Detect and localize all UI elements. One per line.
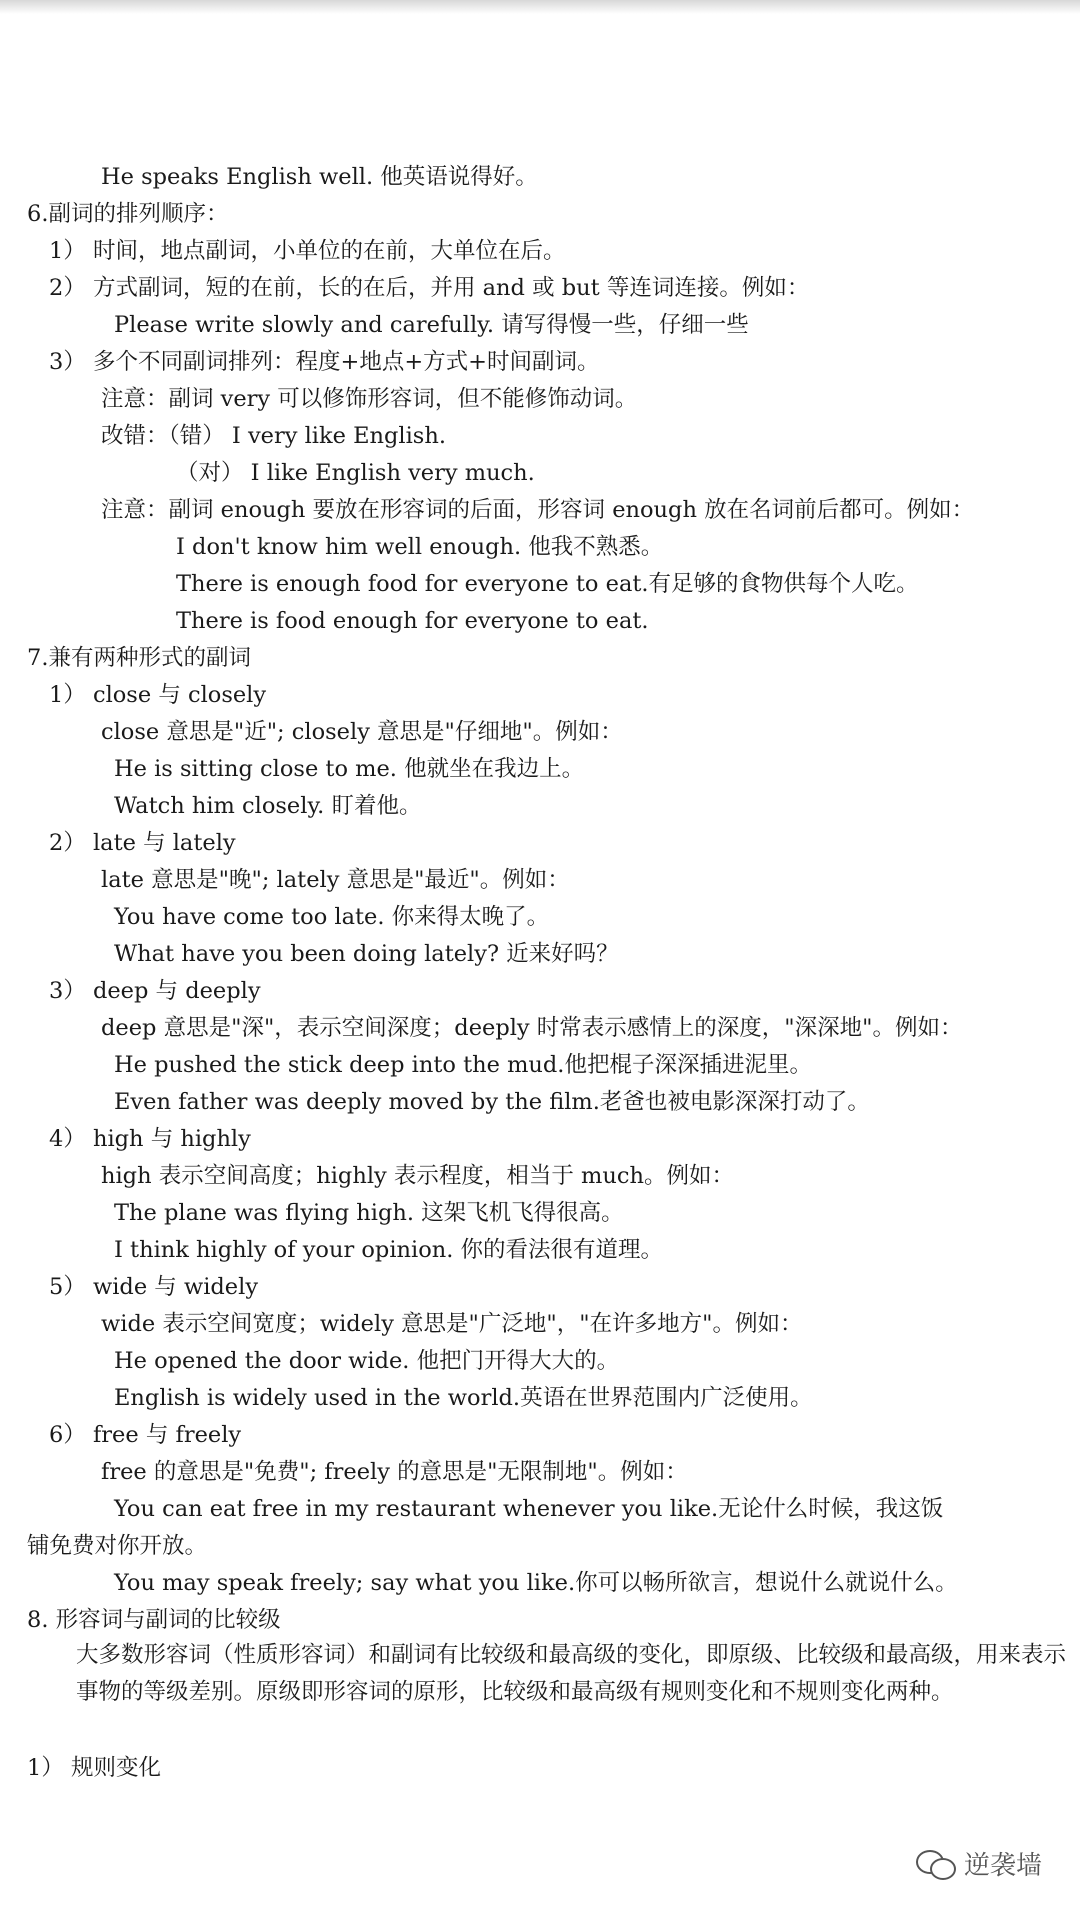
list-item: 2） 方式副词，短的在前，长的在后，并用 and 或 but 等连词连接。例如： bbox=[49, 275, 810, 301]
note-line: 注意：副词 enough 要放在形容词的后面，形容词 enough 放在名词前后都可。例如： bbox=[101, 497, 975, 523]
section-heading: 8. 形容词与副词的比较级 bbox=[27, 1607, 281, 1633]
example-sentence: He pushed the stick deep into the mud.他把棍子深深插进泥里。 bbox=[114, 1052, 812, 1078]
list-item: 2） late 与 lately bbox=[49, 830, 236, 856]
example-sentence: You have come too late. 你来得太晚了。 bbox=[114, 904, 550, 930]
section-heading: 6.副词的排列顺序： bbox=[27, 201, 229, 227]
list-item: 1） close 与 closely bbox=[49, 682, 267, 708]
example-sentence: There is enough food for everyone to eat.有足够的食物供每个人吃。 bbox=[176, 571, 919, 597]
example-sentence: There is food enough for everyone to eat. bbox=[176, 608, 649, 634]
list-item: 5） wide 与 widely bbox=[49, 1274, 259, 1300]
watermark bbox=[916, 1845, 1042, 1882]
example-sentence: You may speak freely; say what you like.你可以畅所欲言，想说什么就说什么。 bbox=[114, 1570, 958, 1596]
correction-line: （对） I like English very much. bbox=[176, 460, 535, 486]
correction-line: 改错：（错） I very like English. bbox=[101, 423, 446, 449]
list-item: 3） deep 与 deeply bbox=[49, 978, 261, 1004]
watermark-text: 逆袭墙 bbox=[963, 1851, 1042, 1881]
example-sentence: I don't know him well enough. 他我不熟悉。 bbox=[176, 534, 664, 560]
paragraph: 大多数形容词（性质形容词）和副词有比较级和最高级的变化，即原级、比较级和最高级，用来表示事物的等级差别。原级即形容词的原形，比较级和最高级有规则变化和不规则变化两种。 bbox=[76, 1642, 1067, 1705]
list-item: 1） 时间，地点副词，小单位的在前，大单位在后。 bbox=[49, 238, 566, 264]
example-sentence: He opened the door wide. 他把门开得大大的。 bbox=[114, 1348, 620, 1374]
list-item: 3） 多个不同副词排列：程度+地点+方式+时间副词。 bbox=[49, 349, 600, 375]
example-sentence: What have you been doing lately? 近来好吗？ bbox=[114, 941, 619, 967]
wechat-icon bbox=[916, 1848, 956, 1880]
example-sentence: Watch him closely. 盯着他。 bbox=[114, 793, 422, 819]
text-line: He speaks English well. 他英语说得好。 bbox=[101, 164, 538, 190]
example-sentence: Please write slowly and carefully. 请写得慢一些，仔细一些 bbox=[114, 312, 749, 338]
example-sentence: I think highly of your opinion. 你的看法很有道理。 bbox=[114, 1237, 664, 1263]
example-sentence: He is sitting close to me. 他就坐在我边上。 bbox=[114, 756, 585, 782]
list-item: 4） high 与 highly bbox=[49, 1126, 251, 1152]
definition-line: late 意思是"晚"; lately 意思是"最近"。例如： bbox=[101, 867, 570, 893]
definition-line: deep 意思是"深"，表示空间深度；deeply 时常表示感情上的深度，"深深地"。例如： bbox=[101, 1015, 963, 1041]
example-sentence-continued: 铺免费对你开放。 bbox=[27, 1533, 208, 1559]
example-sentence: The plane was flying high. 这架飞机飞得很高。 bbox=[114, 1200, 624, 1226]
definition-line: close 意思是"近"; closely 意思是"仔细地"。例如： bbox=[101, 719, 623, 745]
list-item: 6） free 与 freely bbox=[49, 1422, 242, 1448]
definition-line: wide 表示空间宽度；widely 意思是"广泛地"，"在许多地方"。例如： bbox=[101, 1311, 803, 1337]
note-line: 注意：副词 very 可以修饰形容词，但不能修饰动词。 bbox=[101, 386, 638, 412]
list-item: 1） 规则变化 bbox=[27, 1755, 161, 1781]
example-sentence: Even father was deeply moved by the film.老爸也被电影深深打动了。 bbox=[114, 1089, 870, 1115]
definition-line: high 表示空间高度；highly 表示程度，相当于 much。例如： bbox=[101, 1163, 734, 1189]
definition-line: free 的意思是"免费"; freely 的意思是"无限制地"。例如： bbox=[101, 1459, 688, 1485]
example-sentence: You can eat free in my restaurant whenever you like.无论什么时候，我这饭 bbox=[114, 1496, 944, 1522]
example-sentence: English is widely used in the world.英语在世界范围内广泛使用。 bbox=[114, 1385, 813, 1411]
section-heading: 7.兼有两种形式的副词 bbox=[27, 645, 251, 671]
